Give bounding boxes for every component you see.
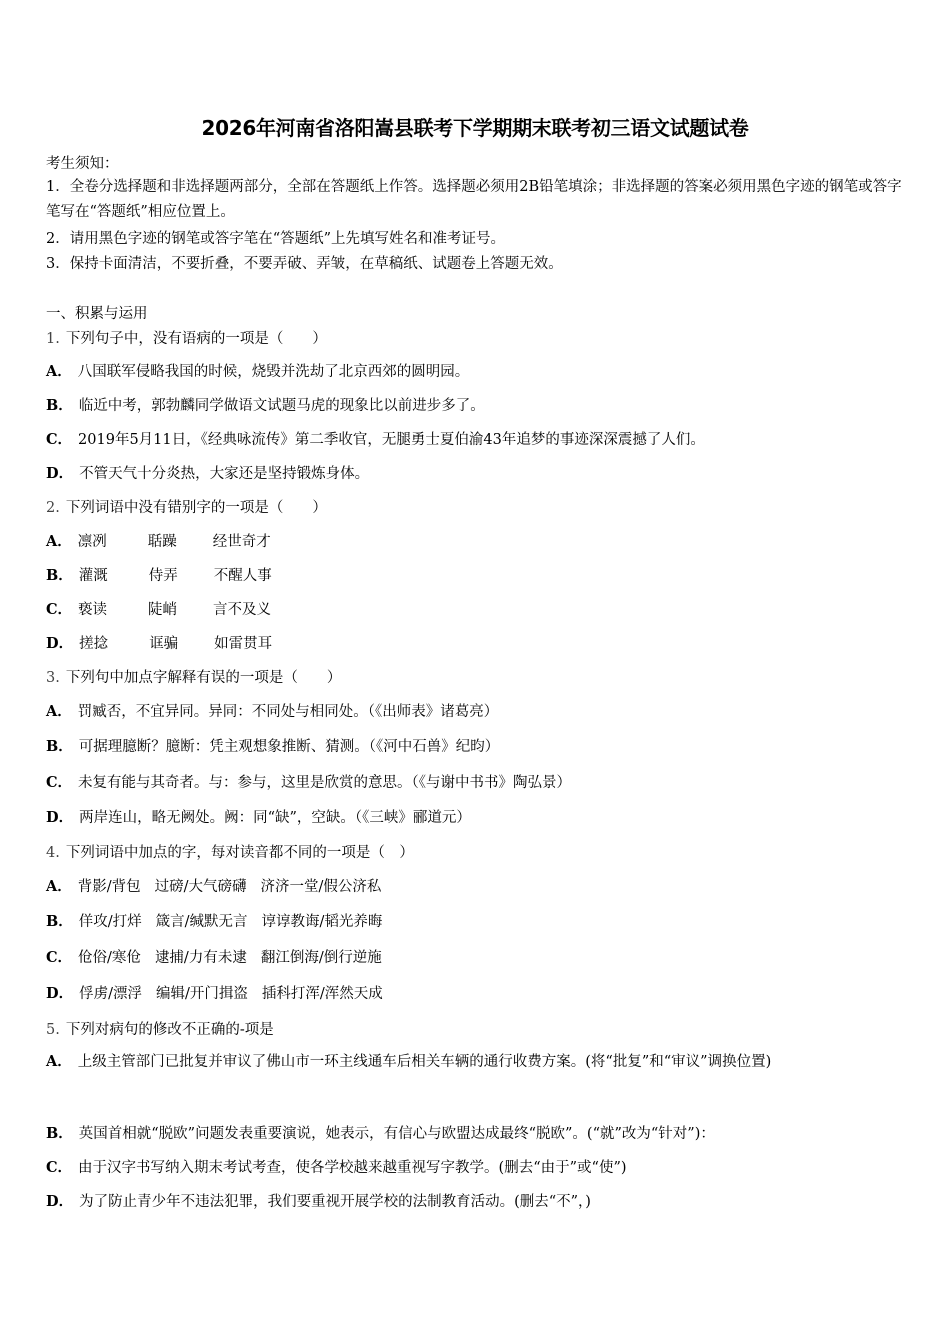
- q5-option-c[interactable]: [46, 1156, 627, 1177]
- option-label: C．: [46, 601, 73, 618]
- option-label: D．: [46, 1193, 74, 1210]
- option-label: B．: [46, 567, 73, 584]
- q4-option-a[interactable]: [46, 875, 381, 896]
- option-label: B．: [46, 913, 73, 930]
- pair-3: 翻江倒海/倒行逆施: [260, 950, 382, 966]
- word-2: 诓骗: [149, 636, 179, 652]
- word-1: 搓捻: [79, 636, 109, 652]
- option-text: 为了防止青少年不违法犯罪，我们要重视开展学校的法制教育活动。(删去“不”，): [79, 1194, 591, 1210]
- word-1: 亵读: [78, 602, 108, 618]
- q2-option-d[interactable]: [46, 632, 272, 653]
- pair-1: 背影/背包: [77, 879, 141, 895]
- question-number: 4.: [46, 845, 60, 861]
- question-2-stem: [46, 496, 327, 517]
- question-3-stem: [46, 666, 341, 687]
- pair-3: 插科打浑/浑然天成: [261, 986, 383, 1002]
- question-number: 1.: [46, 331, 60, 347]
- question-number: 2.: [46, 500, 60, 516]
- question-4-stem: [46, 841, 414, 862]
- question-text: 下列对病句的修改不正确的-项是: [65, 1022, 274, 1038]
- word-1: 灌溉: [78, 568, 108, 584]
- option-label: D．: [46, 465, 74, 482]
- question-number: 3.: [46, 670, 60, 686]
- word-1: 凛冽: [77, 534, 107, 550]
- pair-3: 谆谆教诲/韬光养晦: [261, 914, 383, 930]
- q4-option-b[interactable]: [46, 910, 382, 931]
- option-label: C．: [46, 774, 73, 791]
- pair-3: 济济一堂/假公济私: [260, 879, 382, 895]
- q1-option-a[interactable]: [46, 360, 469, 381]
- option-text: 八国联军侵略我国的时候，烧毁并洗劫了北京西郊的圆明园。: [77, 364, 470, 380]
- q5-option-d[interactable]: [46, 1190, 591, 1211]
- option-label: A．: [46, 878, 72, 895]
- option-label: C．: [46, 431, 73, 448]
- option-text: 两岸连山，略无阙处。阙：同“缺”，空缺。（《三峡》郦道元）: [79, 810, 471, 826]
- option-label: C．: [46, 1159, 73, 1176]
- option-label: D．: [46, 809, 74, 826]
- word-3: 如雷贯耳: [214, 636, 273, 652]
- option-label: D．: [46, 635, 74, 652]
- q1-option-b[interactable]: [46, 394, 485, 415]
- option-text: 可据理臆断？臆断：凭主观想象推断、猜测。（《河中石兽》纪昀）: [78, 739, 500, 755]
- option-text: 不管天气十分炎热，大家还是坚持锻炼身体。: [79, 466, 370, 482]
- word-2: 陡峭: [148, 602, 178, 618]
- pair-2: 箴言/缄默无言: [155, 914, 248, 930]
- option-label: B．: [46, 1125, 73, 1142]
- word-2: 侍弄: [148, 568, 178, 584]
- option-label: A．: [46, 1053, 72, 1070]
- option-text: 2019年5月11日，《经典咏流传》第二季收官，无腿勇士夏伯渝43年追梦的事迹深深震撼了人们。: [78, 432, 705, 448]
- pair-1: 俘虏/漂浮: [79, 986, 142, 1002]
- option-text: 临近中考，郭勃麟同学做语文试题马虎的现象比以前进步多了。: [78, 398, 485, 414]
- word-3: 言不及义: [213, 602, 272, 618]
- q3-option-b[interactable]: [46, 735, 499, 756]
- notice-item-2: 2．请用黑色字迹的钢笔或答字笔在“答题纸”上先填写姓名和准考证号。: [46, 231, 506, 247]
- section-heading: 一、积累与运用: [46, 306, 148, 322]
- question-text: 下列句中加点字解释有误的一项是（ ）: [65, 670, 342, 686]
- q5-option-a[interactable]: [46, 1043, 908, 1081]
- option-label: A．: [46, 533, 72, 550]
- q2-option-a[interactable]: [46, 530, 271, 551]
- pair-2: 编辑/开门揖盗: [155, 986, 248, 1002]
- q1-option-c[interactable]: [46, 428, 705, 449]
- word-3: 不醒人事: [213, 568, 272, 584]
- option-text: 英国首相就“脱欧”问题发表重要演说，她表示，有信心与欧盟达成最终“脱欧”。(“就”改为“针对”)：: [78, 1126, 715, 1142]
- q4-option-c[interactable]: [46, 946, 382, 967]
- option-text: 上级主管部门已批复并审议了佛山市一环主线通车后相关车辆的通行收费方案。(将“批复”和“审议”调换位置): [77, 1054, 772, 1070]
- q3-option-d[interactable]: [46, 806, 471, 827]
- option-label: A．: [46, 703, 72, 720]
- q2-option-c[interactable]: [46, 598, 271, 619]
- pair-2: 逮捕/力有未逮: [154, 950, 247, 966]
- question-text: 下列词语中加点的字，每对读音都不同的一项是（ ）: [65, 845, 414, 861]
- option-label: B．: [46, 397, 73, 414]
- option-label: D．: [46, 985, 74, 1002]
- pair-1: 佯攻/打烊: [78, 914, 142, 930]
- q1-option-d[interactable]: [46, 462, 369, 483]
- notice-item-3: 3．保持卡面清洁，不要折叠，不要弄破、弄皱，在草稿纸、试题卷上答题无效。: [46, 256, 563, 272]
- option-text: 罚臧否，不宜异同。异同：不同处与相同处。（《出师表》诸葛亮）: [77, 704, 499, 720]
- q5-option-b[interactable]: [46, 1122, 715, 1143]
- page-title: 2026年河南省洛阳嵩县联考下学期期末联考初三语文试题试卷: [201, 116, 749, 140]
- notice-item-1: 1．全卷分选择题和非选择题两部分，全部在答题纸上作答。选择题必须用2B铅笔填涂；非选择题的答案必须用黑色字迹的钢笔或答字笔写在“答题纸”相应位置上。: [46, 179, 902, 220]
- notice-heading: 考生须知：: [46, 156, 119, 172]
- q4-option-d[interactable]: [46, 982, 383, 1003]
- question-text: 下列词语中没有错别字的一项是（ ）: [65, 500, 327, 516]
- pair-2: 过磅/大气磅礴: [154, 879, 247, 895]
- word-3: 经世奇才: [212, 534, 271, 550]
- option-text: 未复有能与其奇者。与：参与，这里是欣赏的意思。（《与谢中书书》陶弘景）: [78, 775, 572, 791]
- q2-option-b[interactable]: [46, 564, 272, 585]
- word-2: 聒躁: [147, 534, 177, 550]
- pair-1: 伧俗/寒伧: [78, 950, 141, 966]
- option-text: 由于汉字书写纳入期末考试考查，使各学校越来越重视写字教学。(删去“由于”或“使”): [78, 1160, 627, 1176]
- question-text: 下列句子中，没有语病的一项是（ ）: [65, 331, 327, 347]
- question-1-stem: [46, 327, 327, 348]
- option-label: A．: [46, 363, 72, 380]
- question-5-stem: [46, 1018, 274, 1039]
- q3-option-a[interactable]: [46, 700, 498, 721]
- q3-option-c[interactable]: [46, 771, 571, 792]
- option-label: C．: [46, 949, 73, 966]
- question-number: 5.: [46, 1022, 60, 1038]
- option-label: B．: [46, 738, 73, 755]
